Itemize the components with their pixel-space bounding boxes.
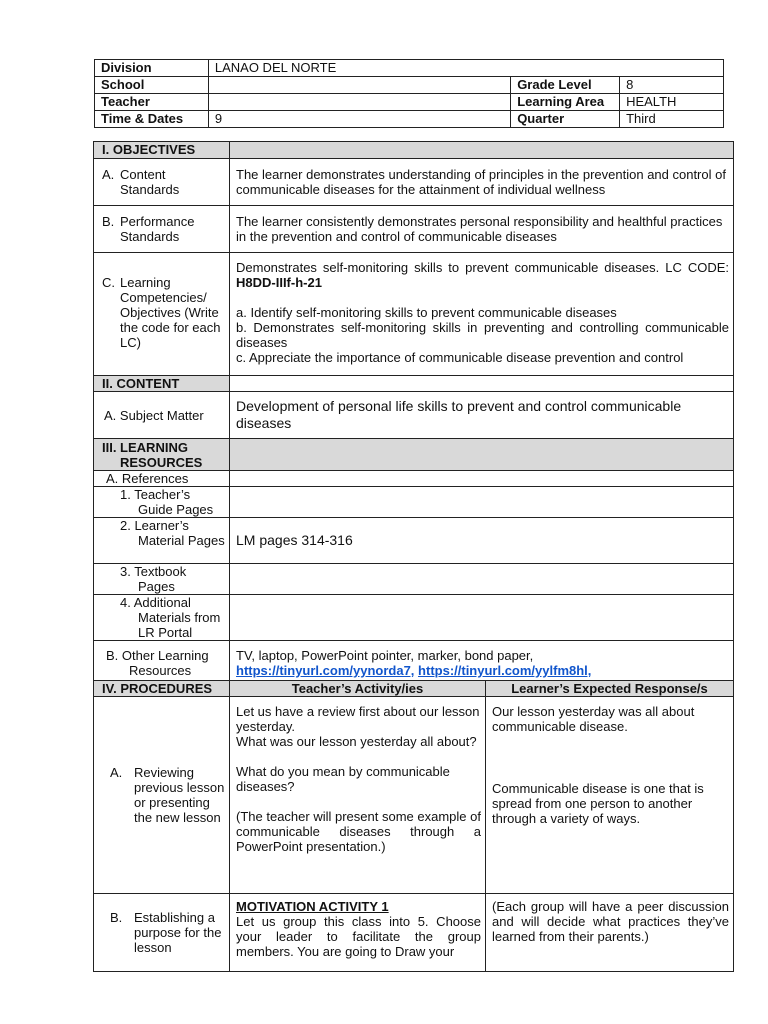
subject-matter-label: A. Subject Matter [94, 392, 230, 439]
procedure-a-teacher-4: (The teacher will present some example of communicable diseases through a PowerPoint presentation.) [236, 809, 481, 854]
additional-materials-value [230, 595, 734, 641]
performance-standards-marker: B. [102, 214, 115, 229]
school-value [208, 77, 510, 94]
lesson-header-table [94, 59, 724, 128]
objectives-heading-fill [230, 142, 734, 159]
learner-response-header: Learner’s Expected Response/s [486, 681, 734, 697]
grade-level-value: 8 [620, 77, 724, 94]
teacher-value [208, 94, 510, 111]
content-standards-label-cell [94, 159, 230, 206]
learners-material-label: 2. Learner’s Material Pages [120, 518, 225, 548]
other-resources-label: B. Other Learning Resources [106, 648, 209, 678]
competency-c: c. Appreciate the importance of communicable disease prevention and control [236, 350, 684, 365]
procedure-a-learner-cell [486, 697, 734, 894]
references-label: A. References [94, 471, 230, 487]
procedure-b-marker: B. [110, 910, 123, 925]
competencies-label-cell [94, 253, 230, 376]
learning-area-value: HEALTH [620, 94, 724, 111]
procedure-b-learner-text: (Each group will have a peer discussion and will decide what practices they’ve learned from their parents.) [486, 894, 734, 972]
procedure-b-teacher-cell [230, 894, 486, 972]
competencies-intro: Demonstrates self-monitoring skills to prevent communicable diseases. LC CODE: [236, 260, 729, 275]
learners-material-value: LM pages 314-316 [230, 518, 734, 564]
competencies-label: Learning Competencies/ Objectives (Write the code for each LC) [120, 275, 221, 350]
content-heading-fill [230, 376, 734, 392]
performance-standards-label: Performance Standards [120, 214, 195, 244]
performance-standards-text: The learner consistently demonstrates personal responsibility and healthful practices in the prevention and control of communicable diseases [230, 206, 734, 253]
time-dates-label: Time & Dates [95, 111, 209, 128]
other-resources-text: TV, laptop, PowerPoint pointer, marker, bond paper, [236, 648, 534, 663]
performance-standards-label-cell [94, 206, 230, 253]
teacher-label: Teacher [95, 94, 209, 111]
competency-b: b. Demonstrates self-monitoring skills in preventing and controlling communicable diseases [236, 320, 729, 350]
lesson-plan-table [93, 141, 734, 972]
teachers-guide-value [230, 487, 734, 518]
textbook-pages-label-cell [94, 564, 230, 595]
teacher-activity-header: Teacher’s Activity/ies [230, 681, 486, 697]
references-value [230, 471, 734, 487]
competency-a: a. Identify self-monitoring skills to prevent communicable diseases [236, 305, 617, 320]
competencies-marker: C. [102, 275, 115, 290]
resources-heading-fill [230, 439, 734, 471]
learners-material-label-cell [94, 518, 230, 564]
resource-link-2[interactable]: https://tinyurl.com/yylfm8hl, [418, 663, 592, 678]
procedure-a-teacher-1: Let us have a review first about our lesson yesterday. [236, 704, 480, 734]
school-label: School [95, 77, 209, 94]
procedure-a-learner-1: Our lesson yesterday was all about communicable disease. [492, 704, 695, 734]
procedure-b-label-cell [94, 894, 230, 972]
quarter-label: Quarter [511, 111, 620, 128]
procedure-a-label-cell [94, 697, 230, 894]
content-standards-label: Content Standards [120, 167, 180, 197]
subject-matter-text: Development of personal life skills to prevent and control communicable diseases [230, 392, 734, 439]
division-value: LANAO DEL NORTE [208, 60, 723, 77]
procedure-a-teacher-cell [230, 697, 486, 894]
lc-code: H8DD-IIIf-h-21 [236, 275, 322, 290]
time-dates-value: 9 [208, 111, 510, 128]
content-heading: II. CONTENT [94, 376, 230, 392]
procedure-a-learner-2: Communicable disease is one that is spread from one person to another through a variety of ways. [492, 781, 704, 826]
content-standards-text: The learner demonstrates understanding of principles in the prevention and control of communicable diseases for the attainment of individual wellness [230, 159, 734, 206]
procedure-b-label: Establishing a purpose for the lesson [134, 910, 222, 955]
additional-materials-label-cell [94, 595, 230, 641]
procedure-a-teacher-3: What do you mean by communicable diseases? [236, 764, 450, 794]
procedure-b-teacher-text: Let us group this class into 5. Choose your leader to facilitate the group members. You are going to Draw your [236, 914, 481, 959]
teachers-guide-label: 1. Teacher’s Guide Pages [120, 487, 214, 517]
motivation-activity-title: MOTIVATION ACTIVITY 1 [236, 899, 389, 914]
textbook-pages-value [230, 564, 734, 595]
resources-heading-cell [94, 439, 230, 471]
competencies-cell [230, 253, 734, 376]
procedure-a-label: Reviewing previous lesson or presenting the new lesson [134, 765, 225, 825]
resource-link-1[interactable]: https://tinyurl.com/yynorda7, [236, 663, 415, 678]
learning-area-label: Learning Area [511, 94, 620, 111]
other-resources-label-cell [94, 641, 230, 681]
division-label: Division [95, 60, 209, 77]
content-standards-marker: A. [102, 167, 115, 182]
procedures-heading: IV. PROCEDURES [94, 681, 230, 697]
textbook-pages-label: 3. Textbook Pages [120, 564, 187, 594]
other-resources-cell [230, 641, 734, 681]
objectives-heading: I. OBJECTIVES [94, 142, 230, 159]
quarter-value: Third [620, 111, 724, 128]
resources-heading: III. LEARNING RESOURCES [102, 440, 203, 470]
procedure-a-teacher-2: What was our lesson yesterday all about? [236, 734, 477, 749]
grade-level-label: Grade Level [511, 77, 620, 94]
teachers-guide-label-cell [94, 487, 230, 518]
additional-materials-label: 4. Additional Materials from LR Portal [120, 595, 221, 640]
procedure-a-marker: A. [110, 765, 123, 780]
